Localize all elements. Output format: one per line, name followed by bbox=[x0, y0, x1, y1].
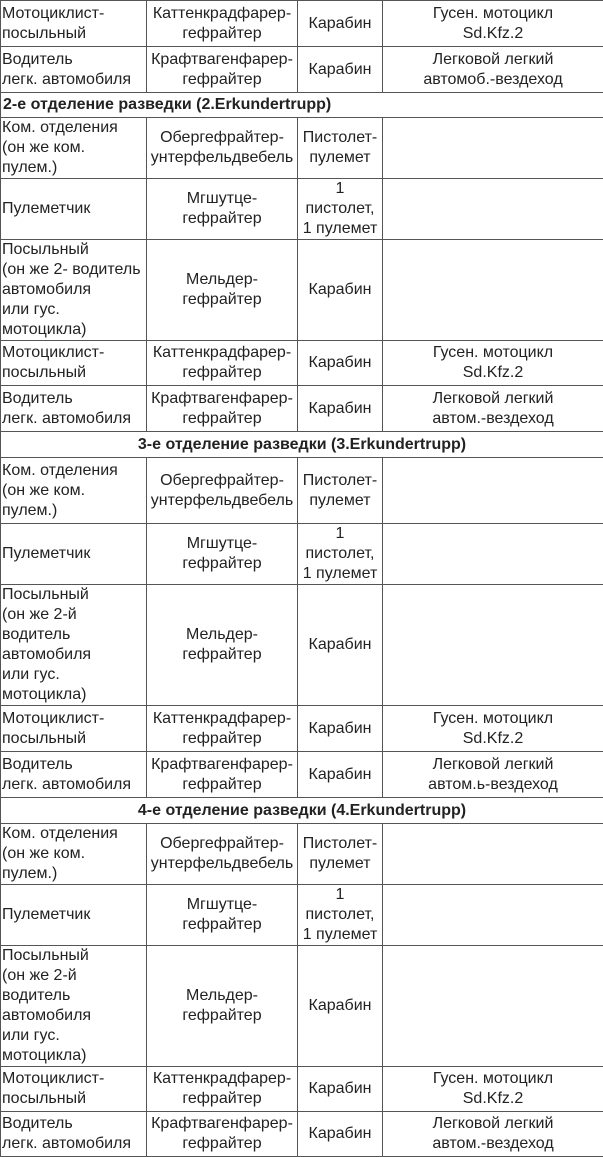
vehicle-cell bbox=[383, 179, 603, 240]
weapon-cell: 1 пистолет, 1 пулемет bbox=[298, 524, 383, 585]
table-row bbox=[1, 706, 603, 752]
table-row bbox=[1, 458, 603, 524]
rank-cell: Мгшутце-гефрайтер bbox=[147, 524, 298, 585]
vehicle-cell bbox=[383, 585, 603, 706]
weapon-cell: Карабин bbox=[298, 240, 383, 341]
vehicle-cell: Гусен. мотоцикл Sd.Kfz.2 bbox=[383, 1067, 603, 1112]
vehicle-cell: Гусен. мотоцикл Sd.Kfz.2 bbox=[383, 1, 603, 47]
position-cell: Пулеметчик bbox=[1, 524, 147, 585]
weapon-cell: Карабин bbox=[298, 386, 383, 432]
position-cell: Мотоциклист- посыльный bbox=[1, 1067, 147, 1112]
position-cell: Водитель легк. автомобиля bbox=[1, 47, 147, 93]
vehicle-cell bbox=[383, 824, 603, 885]
table-row bbox=[1, 1, 603, 47]
rank-cell: Крафтвагенфарер- гефрайтер bbox=[147, 752, 298, 798]
position-cell: Мотоциклист- посыльный bbox=[1, 341, 147, 386]
vehicle-cell: Легковой легкий автом.-вездеход bbox=[383, 1112, 603, 1157]
position-cell: Водитель легк. автомобиля bbox=[1, 386, 147, 432]
section-title: 4-е отделение разведки (4.Erkundertrupp) bbox=[1, 798, 603, 824]
rank-cell: Каттенкрадфарер- гефрайтер bbox=[147, 706, 298, 752]
table-row bbox=[1, 47, 603, 93]
vehicle-cell: Легковой легкий автом.ь-вездеход bbox=[383, 752, 603, 798]
rank-cell: Обергефрайтер- унтерфельдвебель bbox=[147, 824, 298, 885]
section-title: 3-е отделение разведки (3.Erkundertrupp) bbox=[1, 432, 603, 458]
rank-cell: Мгшутце-гефрайтер bbox=[147, 179, 298, 240]
position-cell: Пулеметчик bbox=[1, 885, 147, 946]
table-row bbox=[1, 824, 603, 885]
table-row bbox=[1, 118, 603, 179]
vehicle-cell: Гусен. мотоцикл Sd.Kfz.2 bbox=[383, 341, 603, 386]
vehicle-cell bbox=[383, 885, 603, 946]
weapon-cell: Карабин bbox=[298, 585, 383, 706]
table-row bbox=[1, 386, 603, 432]
weapon-cell: Карабин bbox=[298, 1112, 383, 1157]
rank-cell: Каттенкрадфарер- гефрайтер bbox=[147, 1067, 298, 1112]
position-cell: Пулеметчик bbox=[1, 179, 147, 240]
weapon-cell: Пистолет- пулемет bbox=[298, 118, 383, 179]
rank-cell: Мельдер-гефрайтер bbox=[147, 240, 298, 341]
vehicle-cell bbox=[383, 458, 603, 524]
position-cell: Водитель легк. автомобиля bbox=[1, 1112, 147, 1157]
table-row bbox=[1, 1067, 603, 1112]
rank-cell: Каттенкрадфарер- гефрайтер bbox=[147, 341, 298, 386]
position-cell: Посыльный (он же 2- водитель автомобиля или гус. мотоцикла) bbox=[1, 240, 147, 341]
table-row bbox=[1, 1112, 603, 1157]
position-cell: Посыльный (он же 2-й водитель автомобиля или гус. мотоцикла) bbox=[1, 585, 147, 706]
vehicle-cell: Легковой легкий автом.-вездеход bbox=[383, 386, 603, 432]
rank-cell: Крафтвагенфарер- гефрайтер bbox=[147, 1112, 298, 1157]
weapon-cell: Карабин bbox=[298, 47, 383, 93]
section-header-row bbox=[1, 798, 603, 824]
table-row bbox=[1, 179, 603, 240]
table-row bbox=[1, 885, 603, 946]
table-row bbox=[1, 585, 603, 706]
vehicle-cell: Гусен. мотоцикл Sd.Kfz.2 bbox=[383, 706, 603, 752]
table-body bbox=[1, 1, 603, 1157]
vehicle-cell bbox=[383, 240, 603, 341]
vehicle-cell bbox=[383, 524, 603, 585]
position-cell: Ком. отделения (он же ком. пулем.) bbox=[1, 118, 147, 179]
vehicle-cell bbox=[383, 118, 603, 179]
rank-cell: Мгшутце-гефрайтер bbox=[147, 885, 298, 946]
weapon-cell: Пистолет- пулемет bbox=[298, 824, 383, 885]
weapon-cell: Пистолет- пулемет bbox=[298, 458, 383, 524]
table-row bbox=[1, 752, 603, 798]
vehicle-cell bbox=[383, 946, 603, 1067]
weapon-cell: 1 пистолет, 1 пулемет bbox=[298, 885, 383, 946]
rank-cell: Мельдер-гефрайтер bbox=[147, 585, 298, 706]
weapon-cell: Карабин bbox=[298, 1, 383, 47]
position-cell: Мотоциклист- посыльный bbox=[1, 706, 147, 752]
rank-cell: Мельдер-гефрайтер bbox=[147, 946, 298, 1067]
weapon-cell: Карабин bbox=[298, 752, 383, 798]
weapon-cell: Карабин bbox=[298, 341, 383, 386]
rank-cell: Каттенкрадфарер- гефрайтер bbox=[147, 1, 298, 47]
rank-cell: Обергефрайтер- унтерфельдвебель bbox=[147, 458, 298, 524]
rank-cell: Крафтвагенфарер- гефрайтер bbox=[147, 47, 298, 93]
table-row bbox=[1, 946, 603, 1067]
position-cell: Ком. отделения (он же ком. пулем.) bbox=[1, 458, 147, 524]
section-header-row bbox=[1, 93, 603, 118]
position-cell: Посыльный (он же 2-й водитель автомобиля или гус. мотоцикла) bbox=[1, 946, 147, 1067]
table-row bbox=[1, 524, 603, 585]
section-header-row bbox=[1, 432, 603, 458]
rank-cell: Обергефрайтер- унтерфельдвебель bbox=[147, 118, 298, 179]
weapon-cell: 1 пистолет, 1 пулемет bbox=[298, 179, 383, 240]
position-cell: Ком. отделения (он же ком. пулем.) bbox=[1, 824, 147, 885]
vehicle-cell: Легковой легкий автомоб.-вездеход bbox=[383, 47, 603, 93]
weapon-cell: Карабин bbox=[298, 946, 383, 1067]
rank-cell: Крафтвагенфарер- гефрайтер bbox=[147, 386, 298, 432]
weapon-cell: Карабин bbox=[298, 1067, 383, 1112]
position-cell: Водитель легк. автомобиля bbox=[1, 752, 147, 798]
table-row bbox=[1, 341, 603, 386]
position-cell: Мотоциклист- посыльный bbox=[1, 1, 147, 47]
weapon-cell: Карабин bbox=[298, 706, 383, 752]
section-title: 2-е отделение разведки (2.Erkundertrupp) bbox=[1, 93, 603, 118]
table-row bbox=[1, 240, 603, 341]
